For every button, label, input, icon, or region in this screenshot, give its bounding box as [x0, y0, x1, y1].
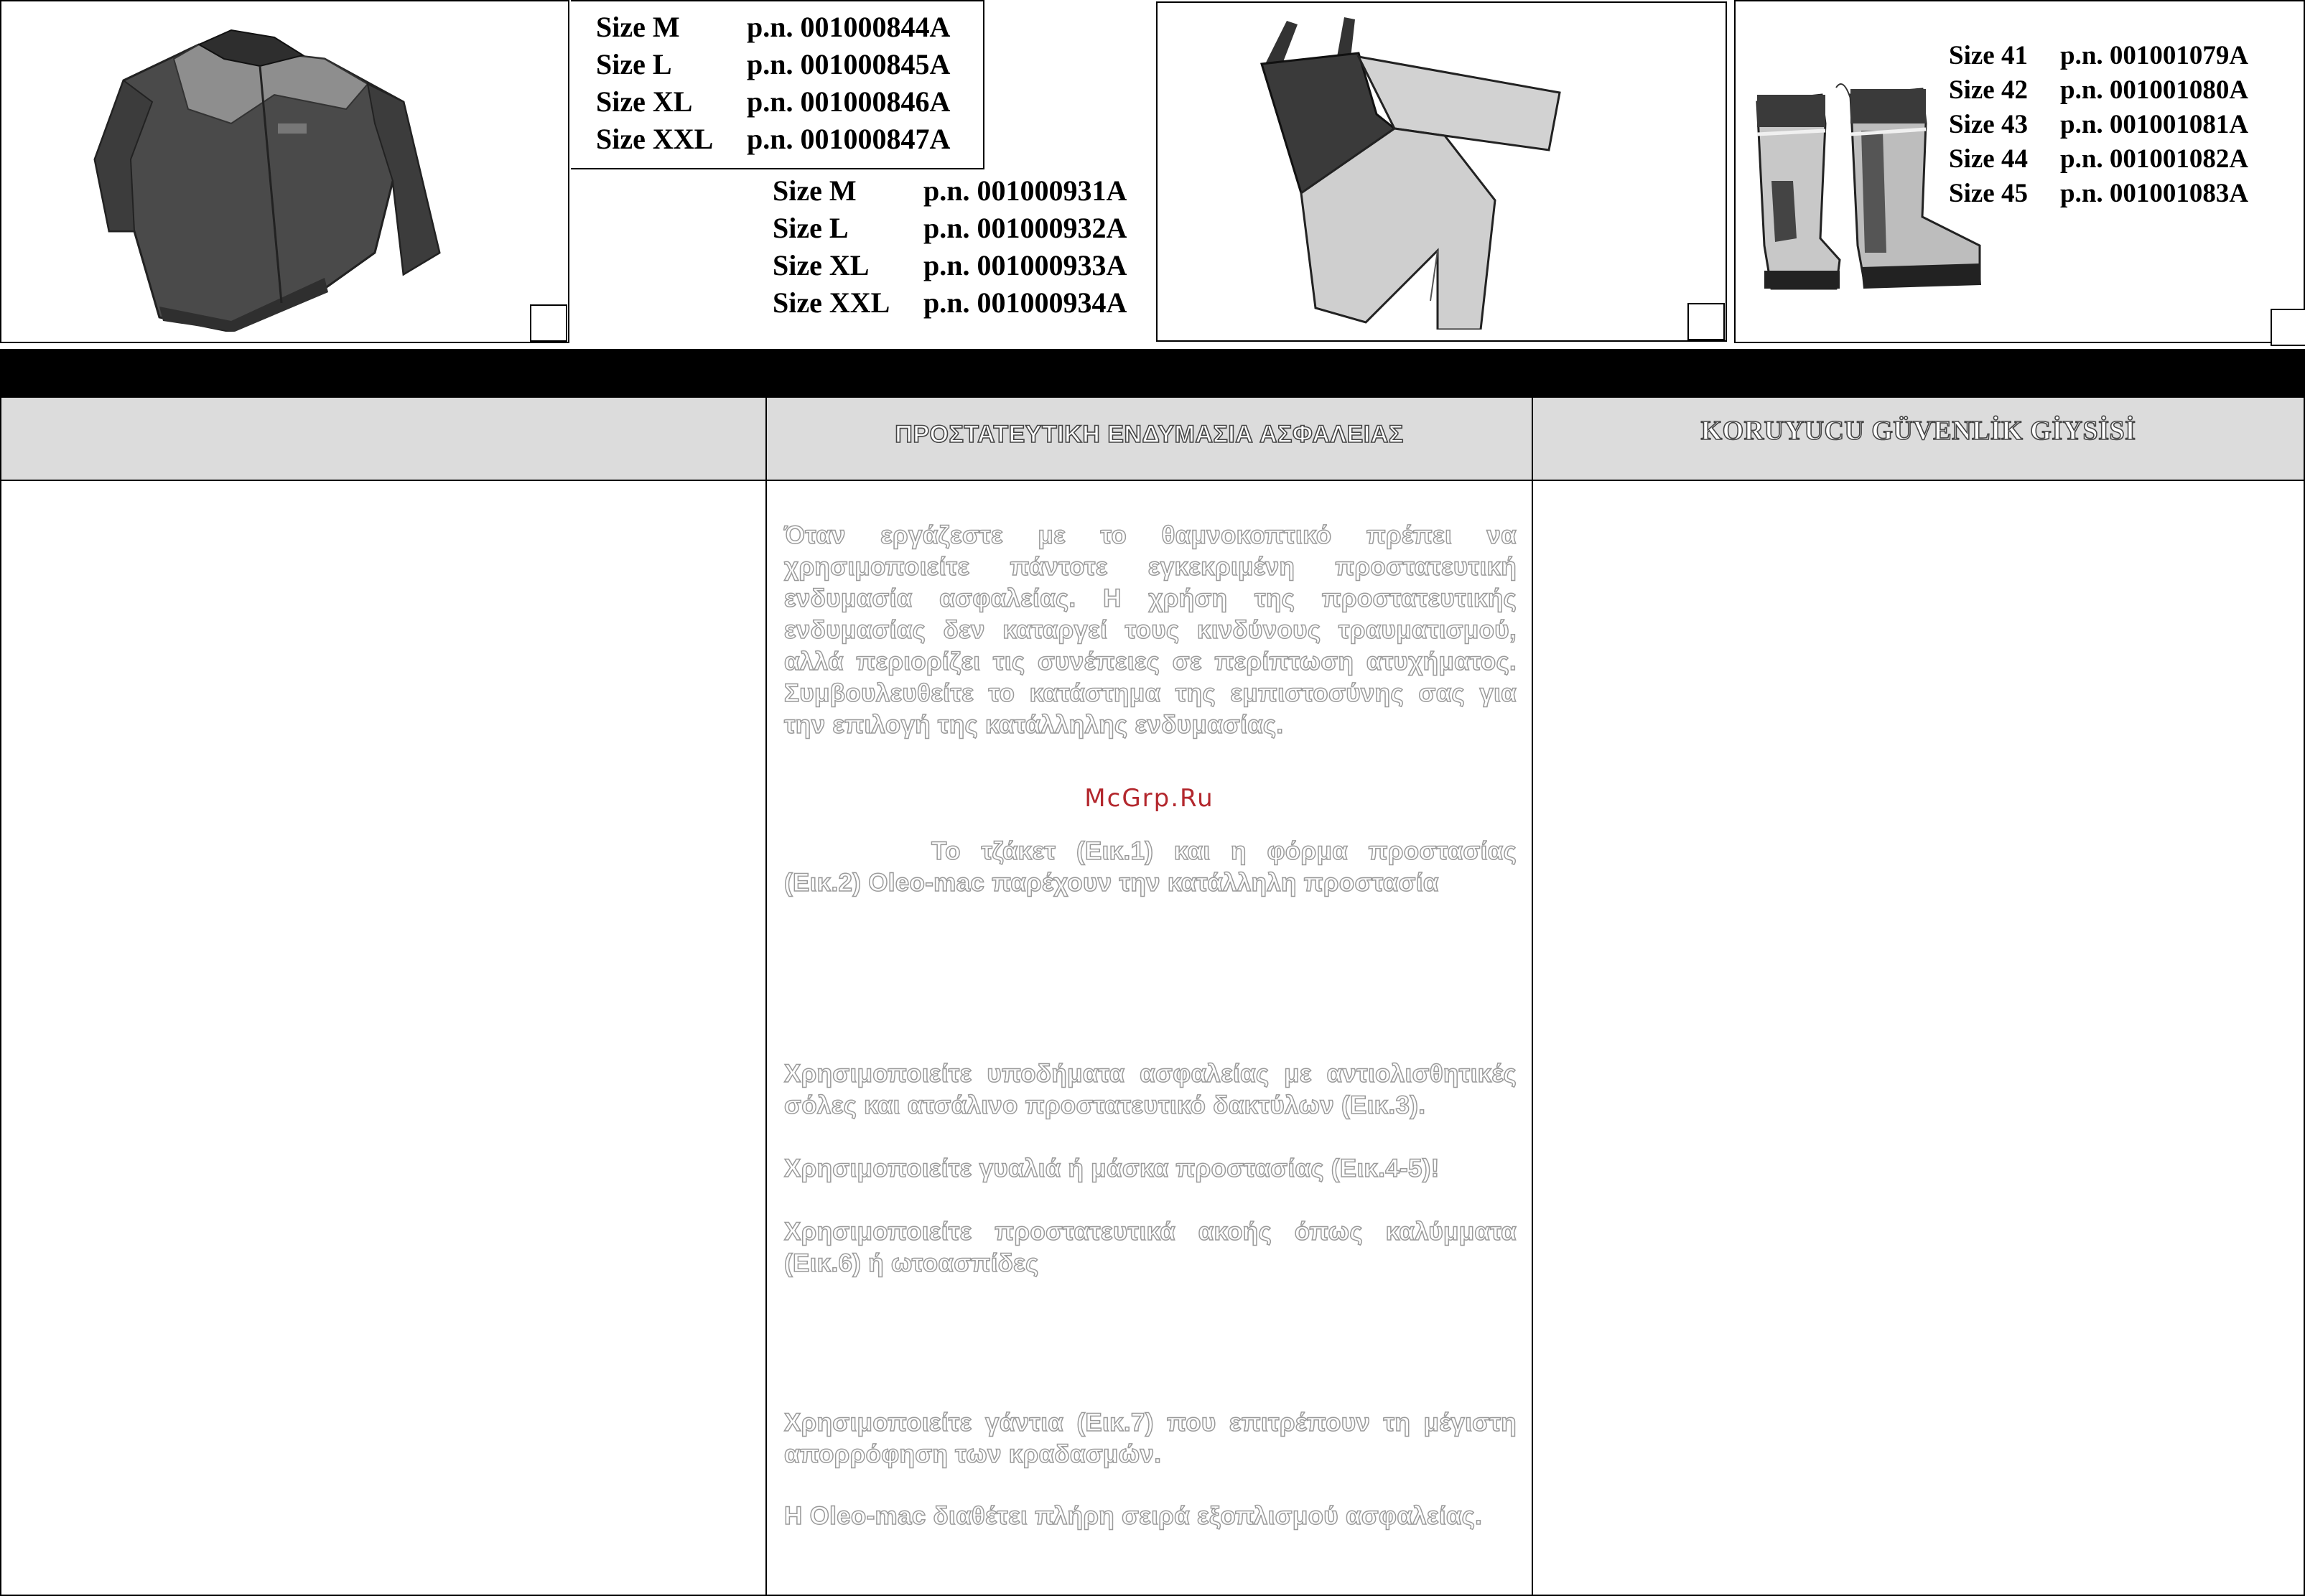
overalls-illustration	[1222, 14, 1667, 330]
column-divider	[1532, 349, 1533, 1596]
goggles-paragraph: Χρησιμοποιείτε γυαλιά ή μάσκα προστασίας (Εικ.4-5)!	[784, 1154, 1440, 1182]
middle-column-header: ΠΡΟΣΤΑΤΕΥΤΙΚΗ ΕΝΔΥΜΑΣΙΑ ΑΣΦΑΛΕΙΑΣ	[895, 421, 1404, 448]
equipment-paragraph: Η Oleo-mac διαθέτει πλήρη σειρά εξοπλισμού ασφαλείας.	[784, 1502, 1483, 1530]
part-row: Size XXL p.n. 001000847A	[596, 123, 951, 155]
part-row: Size L p.n. 001000845A	[596, 48, 951, 80]
boots-paragraph: Χρησιμοποιείτε υποδήματα ασφαλείας με αντιολισθητικές σόλες και ατσάλινο προστατευτικό δακτύλων (Εικ.3).	[784, 1060, 1517, 1119]
gloves-paragraph: Χρησιμοποιείτε γάντια (Εικ.7) που επιτρέπουν τη μέγιστη απορρόφηση των κραδασμών.	[784, 1409, 1517, 1468]
part-row: Size M p.n. 001000844A	[596, 11, 951, 43]
part-row: Size 42 p.n. 001001080A	[1949, 75, 2249, 105]
part-row: Size L p.n. 001000932A	[773, 212, 1127, 244]
overalls-panel	[1156, 1, 1727, 342]
intro-paragraph: Όταν εργάζεστε με το θαμνοκοπτικό πρέπει να χρησιμοποιείτε πάντοτε εγκεκριμένη προστατευτική ενδυμασία ασφαλείας. Η χρήση της προστατευτικής ενδυμασίας δεν καταργεί τους κινδύνους τραυματισμού, αλλά περιορίζει τις συνέπειες σε περίπτωση ατυχήματος. Συμβουλευθείτε το κατάστημα της εμπιστοσύνης σας για την επιλογή της κατάλληλης ενδυμασίας.	[784, 521, 1517, 739]
table-left-border	[0, 349, 1, 1596]
part-row: Size 41 p.n. 001001079A	[1949, 41, 2249, 70]
figure-marker-box	[2271, 309, 2305, 346]
overalls-part-list	[742, 169, 1159, 343]
part-row: Size XL p.n. 001000933A	[773, 249, 1127, 281]
right-column-header: KORUYUCU GÜVENLİK GİYSİSİ	[1700, 416, 2136, 446]
watermark: McGrp.Ru	[1084, 784, 1214, 813]
jacket-part-list	[571, 0, 984, 169]
boots-panel	[1734, 0, 2305, 343]
column-divider	[765, 349, 767, 1596]
part-row: Size 44 p.n. 001001082A	[1949, 144, 2249, 174]
part-row: Size 45 p.n. 001001083A	[1949, 179, 2249, 208]
part-row: Size XL p.n. 001000846A	[596, 85, 951, 118]
header-band	[0, 349, 2305, 398]
part-row: Size XXL p.n. 001000934A	[773, 286, 1127, 319]
jacket-illustration	[66, 16, 468, 332]
part-row: Size 43 p.n. 001001081A	[1949, 110, 2249, 139]
jacket-panel	[0, 0, 569, 343]
figure-marker-box	[530, 304, 567, 342]
jacket-overalls-paragraph: Το τζάκετ (Εικ.1) και η φόρμα προστασίας (Εικ.2) Oleo-mac παρέχουν την κατάλληλη προστασία	[784, 837, 1517, 897]
header-divider	[0, 480, 2305, 481]
part-row: Size M p.n. 001000931A	[773, 174, 1127, 207]
hearing-paragraph: Χρησιμοποιείτε προστατευτικά ακοής όπως καλύμματα (Εικ.6) ή ωτοασπίδες	[784, 1218, 1517, 1277]
figure-marker-box	[1687, 303, 1725, 340]
